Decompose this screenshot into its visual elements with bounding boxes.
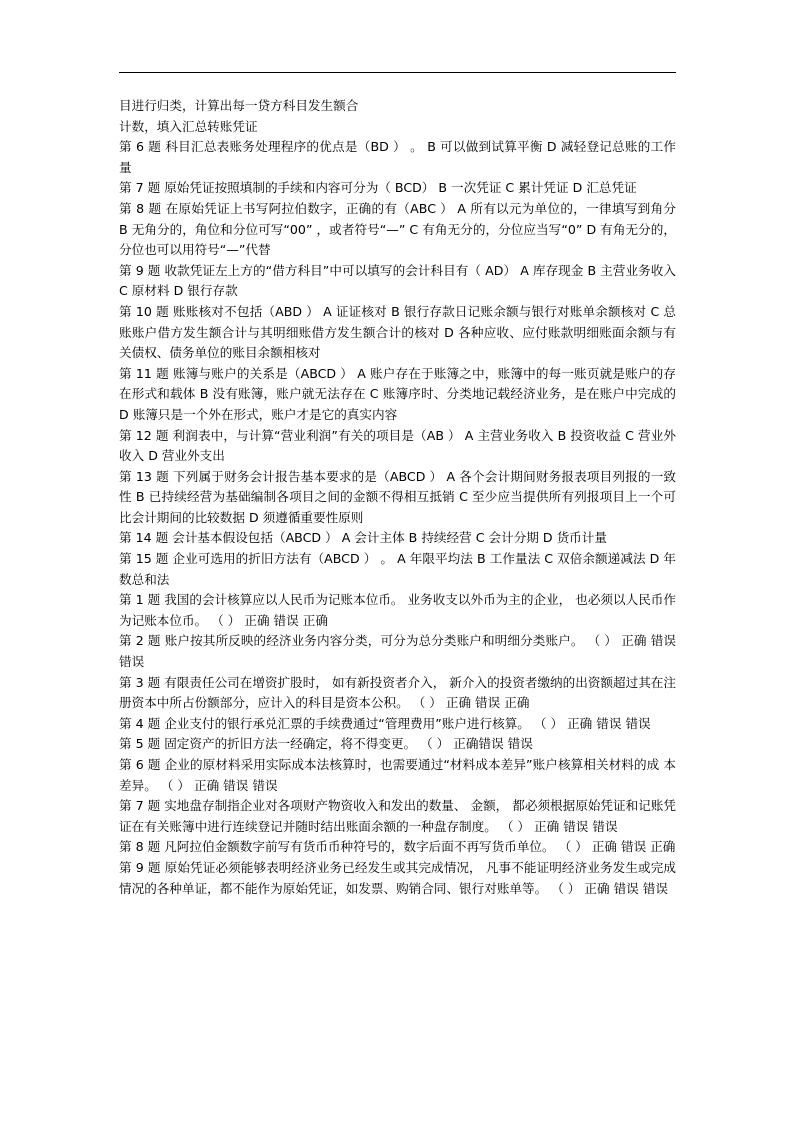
question-multiple-choice-11: 第 11 题 账簿与账户的关系是（ABCD ） A 账户存在于账簿之中，账簿中的每一账页就是账户的存在形式和载体 B 没有账簿，账户就无法存在 C 账簿序时、分类地记载经济业务，是在账户中完成的 D 账簿只是一个外在形式，账户才是它的真实内容 — [119, 365, 676, 422]
question-multiple-choice-14: 第 14 题 会计基本假设包括（ABCD ） A 会计主体 B 持续经营 C 会计分期 D 货币计量 — [119, 530, 607, 546]
question-multiple-choice-6: 第 6 题 科目汇总表账务处理程序的优点是（BD ） 。 B 可以做到试算平衡 D 减轻登记总账的工作量 — [119, 139, 676, 175]
question-multiple-choice-15: 第 15 题 企业可选用的折旧方法有（ABCD ） 。 A 年限平均法 B 工作量法 C 双倍余额递减法 D 年数总和法 — [119, 551, 676, 587]
question-multiple-choice-12: 第 12 题 利润表中，与计算“营业利润”有关的项目是（AB ） A 主营业务收入 B 投资收益 C 营业外收入 D 营业外支出 — [119, 427, 676, 464]
question-true-false-7: 第 7 题 实地盘存制指企业对各项财产物资收入和发出的数量、 金额， 都必须根据原始凭证和记账凭 证在有关账簿中进行连续登记并随时结出账面余额的一种盘存制度。 （ ） 正确 错误 错误 — [119, 798, 676, 834]
question-true-false-6: 第 6 题 企业的原材料采用实际成本法核算时，也需要通过“材料成本差异”账户核算相关材料的成 本差异。 （ ） 正确 错误 错误 — [119, 757, 676, 793]
paragraph-intro-line-1: 目进行归类，计算出每一贷方科目发生额合 — [119, 98, 359, 113]
header-rule — [119, 72, 676, 73]
question-multiple-choice-13: 第 13 题 下列属于财务会计报告基本要求的是（ABCD ） A 各个会计期间财务报表项目列报的一致性 B 已持续经营为基础编制各项目之间的金额不得相互抵销 C 至少应当提供所有列报项目上一个可比会计期间的比较数据 D 须遵循重要性原则 — [119, 468, 676, 525]
question-multiple-choice-7: 第 7 题 原始凭证按照填制的手续和内容可分为（ BCD） B 一次凭证 C 累计凭证 D 汇总凭证 — [119, 180, 637, 196]
question-true-false-1: 第 1 题 我国的会计核算应以人民币为记账本位币。 业务收支以外币为主的企业， 也必须以人民币作 为记账本位币。 （ ） 正确 错误 正确 — [119, 592, 676, 628]
document-body — [119, 96, 676, 899]
question-true-false-5: 第 5 题 固定资产的折旧方法一经确定，将不得变更。 （ ） 正确错误 错误 — [119, 736, 533, 752]
question-true-false-2: 第 2 题 账户按其所反映的经济业务内容分类，可分为总分类账户和明细分类账户。 （ ） 正确 错误 错误 — [119, 633, 676, 670]
question-true-false-8: 第 8 题 凡阿拉伯金额数字前写有货币币种符号的，数字后面不再写货币单位。 （ ） 正确 错误 正确 — [119, 839, 676, 855]
question-true-false-3: 第 3 题 有限责任公司在增资扩股时， 如有新投资者介入， 新介入的投资者缴纳的出资额超过其在注 册资本中所占份额部分，应计入的科目是资本公积。 （ ） 正确 错误 正确 — [119, 674, 676, 711]
question-multiple-choice-8: 第 8 题 在原始凭证上书写阿拉伯数字，正确的有（ABC ） A 所有以元为单位的，一律填写到角分 B 无角分的，角位和分位可写“00” ，或者符号“—” C 有角无分的，分位应当写“0” D 有角无分的，分位也可以用符号“—”代替 — [119, 200, 676, 258]
question-true-false-9: 第 9 题 原始凭证必须能够表明经济业务已经发生或其完成情况， 凡事不能证明经济业务发生或完成 情况的各种单证，都不能作为原始凭证，如发票、购销合同、银行对账单等。 （ ） 正确 错误 错误 — [119, 859, 676, 896]
question-multiple-choice-10: 第 10 题 账账核对不包括（ABD ） A 证证核对 B 银行存款日记账余额与银行对账单余额核对 C 总账账户借方发生额合计与其明细账借方发生额合计的核对 D 各种应收、应付账款明细账面余额与有关债权、债务单位的账目余额相核对 — [119, 303, 676, 361]
paragraph-intro-line-2: 计数，填入汇总转账凭证 — [119, 118, 258, 134]
question-true-false-4: 第 4 题 企业支付的银行承兑汇票的手续费通过“管理费用”账户进行核算。 （ ） 正确 错误 错误 — [119, 715, 651, 731]
question-multiple-choice-9: 第 9 题 收款凭证左上方的“借方科目”中可以填写的会计科目有（ AD） A 库存现金 B 主营业务收入 C 原材料 D 银行存款 — [119, 262, 676, 299]
